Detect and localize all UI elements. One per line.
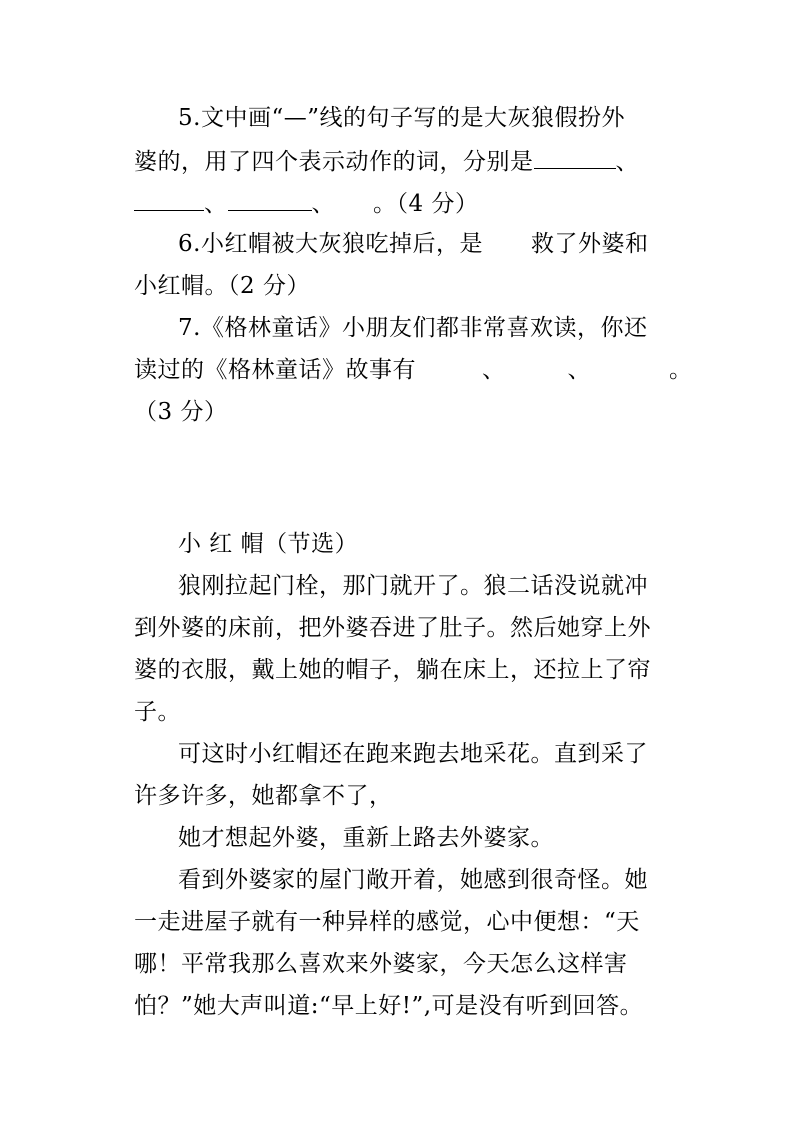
q7-sep-1: 、	[482, 357, 506, 383]
q5-line-3	[134, 188, 478, 218]
q5-line-1: 5.文中画“—”线的句子写的是大灰狼假扮外	[178, 105, 625, 131]
passage-line: 子。	[134, 699, 181, 725]
q5-sep-3: 、	[311, 191, 335, 217]
q7-line-1: 7.《格林童话》小朋友们都非常喜欢读，你还	[178, 315, 648, 341]
passage-line: 可这时小红帽还在跑来跑去地采花。直到采了	[178, 741, 648, 767]
passage-line: 婆的衣服，戴上她的帽子，躺在床上，还拉上了帘	[134, 657, 651, 683]
passage-line: 许多许多，她都拿不了，	[134, 783, 393, 809]
q5-end: 。（4 分）	[373, 191, 479, 217]
q5-blank-3	[228, 188, 312, 211]
passage-line: 看到外婆家的屋门敞开着，她感到很奇怪。她	[178, 867, 648, 893]
q6-line-2: 小红帽。（2 分）	[134, 273, 310, 299]
passage-line: 怕？”她大声叫道:“早上好!”,可是没有听到回答。	[134, 993, 644, 1019]
q7-sep-2: 、	[567, 357, 591, 383]
q5-blank-1	[534, 146, 616, 169]
q5-line-2-text: 婆的，用了四个表示动作的词，分别是	[134, 149, 534, 175]
q7-line-2	[134, 356, 693, 384]
q5-sep-1: 、	[615, 149, 639, 175]
q6-line-1a: 6.小红帽被大灰狼吃掉后，是	[178, 231, 483, 257]
q6-line-1	[178, 230, 648, 258]
passage-line: 哪！平常我那么喜欢来外婆家，今天怎么这样害	[134, 951, 628, 977]
q6-line-1b: 救了外婆和	[530, 231, 649, 257]
passage-line: 狼刚拉起门栓，那门就开了。狼二话没说就冲	[178, 573, 648, 599]
passage-line: 到外婆的床前，把外婆吞进了肚子。然后她穿上外	[134, 615, 651, 641]
passage-title: 小 红 帽（节选）	[178, 531, 359, 557]
passage-line: 一走进屋子就有一种异样的感觉，心中便想：“天	[134, 909, 640, 935]
q5-sep-2: 、	[204, 191, 228, 217]
q5-blank-2	[134, 188, 204, 211]
q7-end: 。	[669, 357, 693, 383]
q7-line-2a: 读过的《格林童话》故事有	[134, 357, 416, 383]
q7-score: （3 分）	[134, 399, 228, 425]
passage-line: 她才想起外婆，重新上路去外婆家。	[178, 825, 554, 851]
q5-line-2	[134, 146, 639, 176]
